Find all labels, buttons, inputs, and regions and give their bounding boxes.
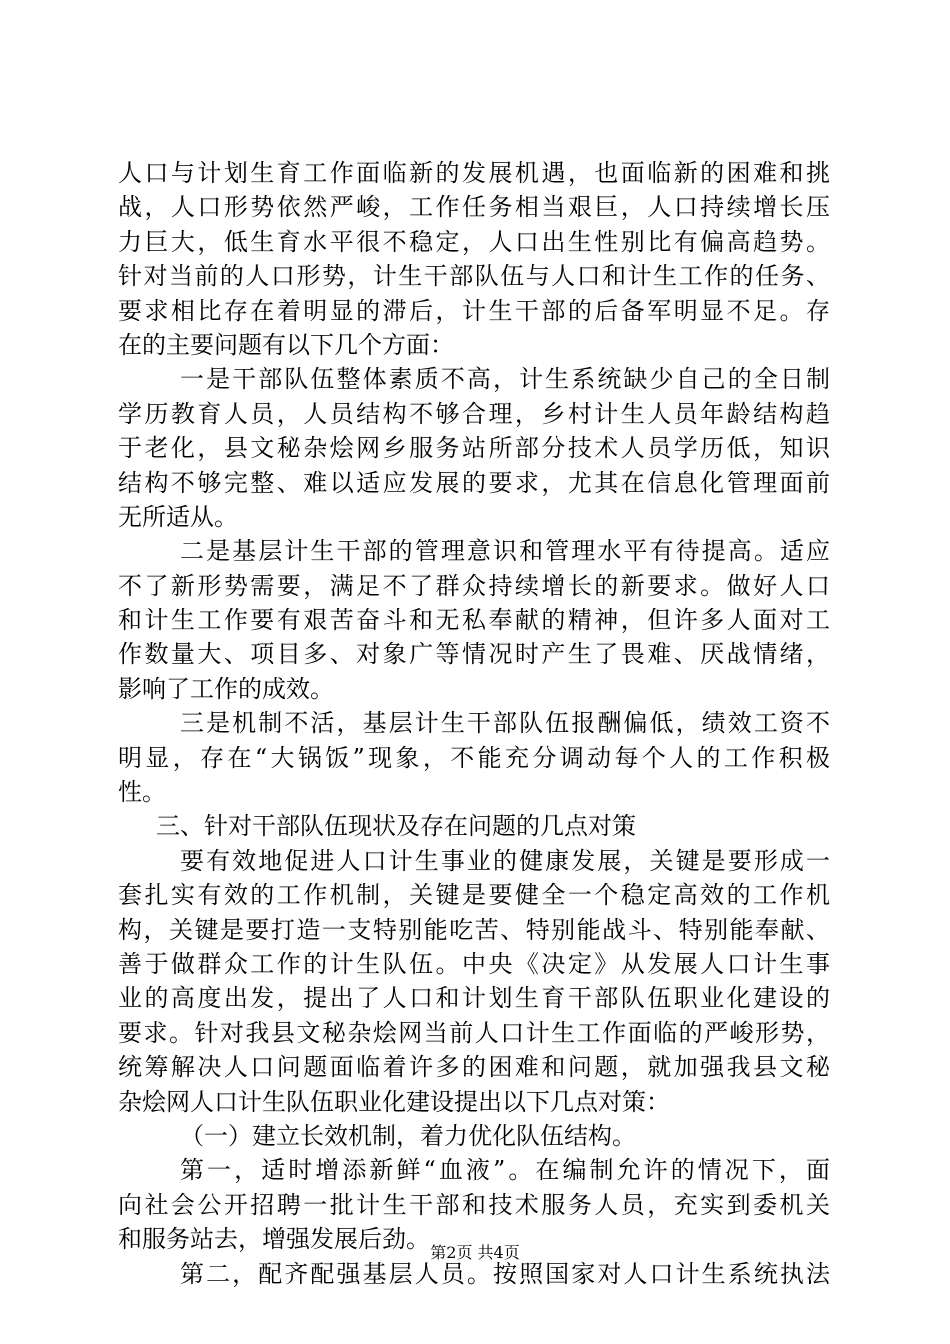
text-line: 要求相比存在着明显的滞后，计生干部的后备军明显不足。存 (118, 296, 830, 325)
text-line: （一）建立长效机制，着力优化队伍结构。 (180, 1121, 636, 1150)
text-line: 第二，配齐配强基层人员。按照国家对人口计生系统执法 (180, 1259, 830, 1288)
text-line: 无所适从。 (118, 502, 238, 531)
text-line: 和计生工作要有艰苦奋斗和无私奉献的精神，但许多人面对工 (118, 606, 830, 635)
text-line: 业的高度出发，提出了人口和计划生育干部队伍职业化建设的 (118, 984, 830, 1013)
text-line: 作数量大、项目多、对象广等情况时产生了畏难、厌战情绪， (118, 640, 830, 669)
text-line: 善于做群众工作的计生队伍。中央《决定》从发展人口计生事 (118, 949, 830, 978)
text-line: 力巨大，低生育水平很不稳定，人口出生性别比有偏高趋势。 (118, 227, 830, 256)
text-line: 一是干部队伍整体素质不高，计生系统缺少自己的全日制 (180, 365, 830, 394)
text-line: 结构不够完整、难以适应发展的要求，尤其在信息化管理面前 (118, 468, 830, 497)
text-line: 明显，存在“大锅饭”现象，不能充分调动每个人的工作积极 (118, 743, 830, 772)
text-line: 向社会公开招聘一批计生干部和技术服务人员，充实到委机关 (118, 1190, 830, 1219)
text-line: 三是机制不活，基层计生干部队伍报酬偏低，绩效工资不 (180, 709, 830, 738)
text-line: 不了新形势需要，满足不了群众持续增长的新要求。做好人口 (118, 571, 830, 600)
page-footer: 第2页 共4页 (430, 1243, 520, 1262)
text-line: 二是基层计生干部的管理意识和管理水平有待提高。适应 (180, 537, 830, 566)
text-line: 杂烩网人口计生队伍职业化建设提出以下几点对策： (118, 1087, 670, 1116)
text-line: 套扎实有效的工作机制，关键是要健全一个稳定高效的工作机 (118, 881, 830, 910)
text-line: 构，关键是要打造一支特别能吃苦、特别能战斗、特别能奉献、 (118, 915, 830, 944)
text-line: 和服务站去，增强发展后劲。 (118, 1225, 430, 1254)
text-line: 人口与计划生育工作面临新的发展机遇，也面临新的困难和挑 (118, 159, 830, 187)
document-body (118, 156, 830, 1291)
text-line: 战，人口形势依然严峻，工作任务相当艰巨，人口持续增长压 (118, 193, 830, 222)
text-line: 在的主要问题有以下几个方面： (118, 330, 454, 359)
text-line: 针对当前的人口形势，计生干部队伍与人口和计生工作的任务、 (118, 262, 830, 291)
text-line: 性。 (118, 778, 166, 807)
text-line: 要求。针对我县文秘杂烩网当前人口计生工作面临的严峻形势， (118, 1018, 830, 1047)
text-line: 第一，适时增添新鲜“血液”。在编制允许的情况下，面 (180, 1156, 830, 1185)
text-line: 学历教育人员，人员结构不够合理，乡村计生人员年龄结构趋 (118, 399, 830, 428)
text-line: 统筹解决人口问题面临着许多的困难和问题，就加强我县文秘 (118, 1053, 830, 1082)
text-line: 影响了工作的成效。 (118, 674, 334, 703)
text-line: 三、针对干部队伍现状及存在问题的几点对策 (156, 812, 636, 841)
text-line: 要有效地促进人口计生事业的健康发展，关键是要形成一 (180, 846, 830, 875)
text-line: 于老化，县文秘杂烩网乡服务站所部分技术人员学历低，知识 (118, 434, 830, 463)
